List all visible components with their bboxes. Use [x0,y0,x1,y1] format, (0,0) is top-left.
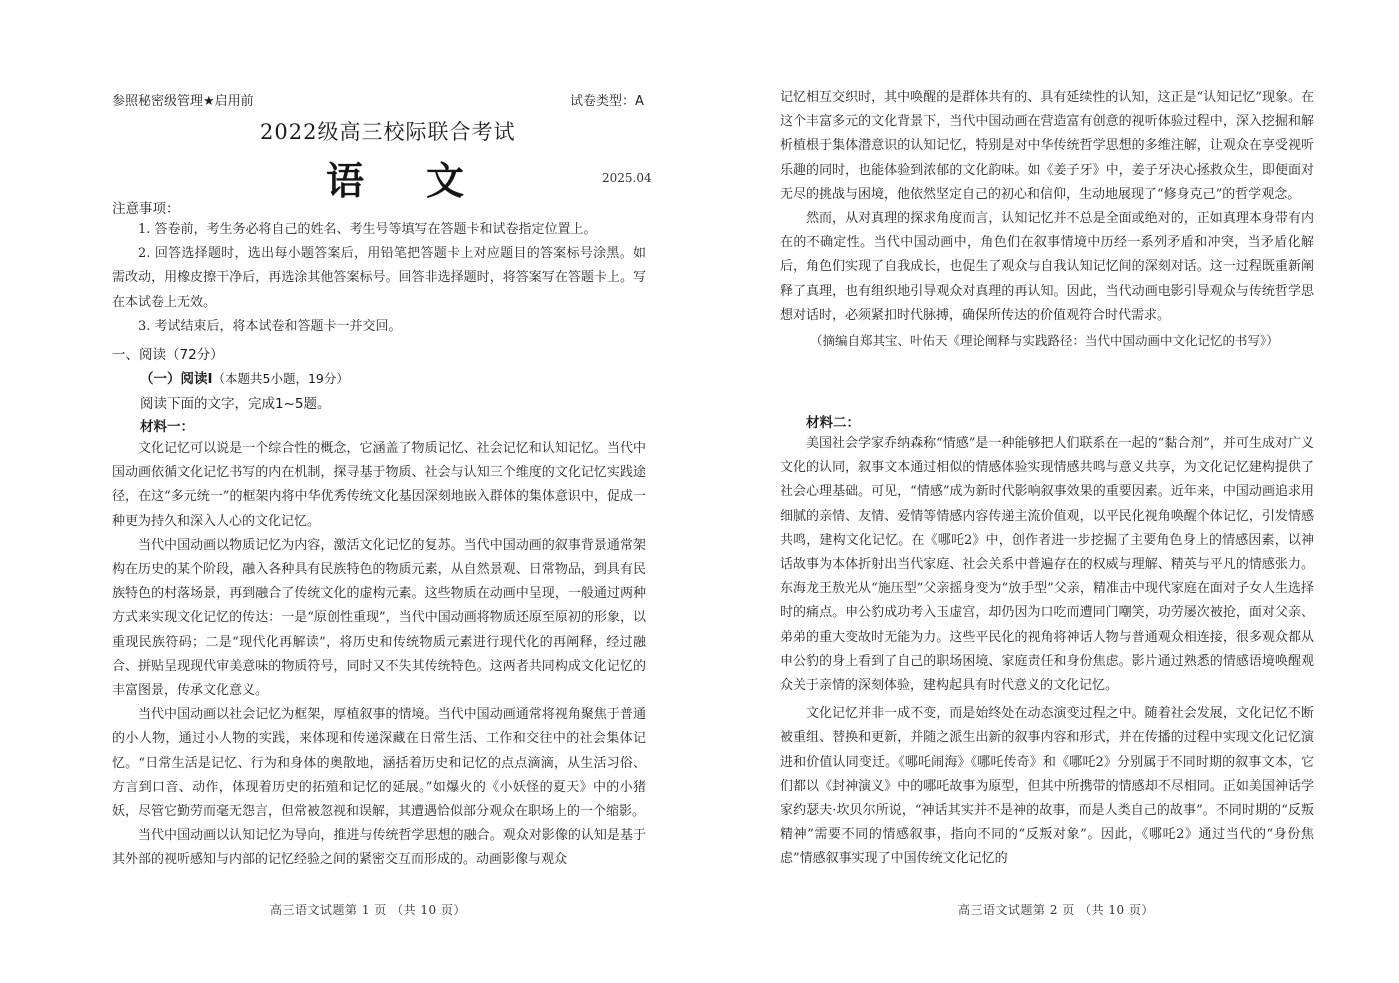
paragraph: 文化记忆可以说是一个综合性的概念，它涵盖了物质记忆、社会记忆和认知记忆。当代中国动画依循文化记忆书写的内在机制，探寻基于物质、社会与认知三个维度的文化记忆实践途径，在这“多元统一”的框架内将中华优秀传统文化基因深刻地嵌入群体的集体意识中，促成一种更为持久和深入人心的文化记忆。 [112,441,646,529]
instruction: 阅读下面的文字，完成1~5题。 [140,396,331,412]
subsection-title: （一）阅读Ⅰ [140,371,213,387]
notice-item: 2. 回答选择题时，选出每小题答案后，用铅笔把答题卡上对应题目的答案标号涂黑。如需改动，用橡皮擦干净后，再选涂其他答案标号。回答非选择题时，将答案写在答题卡上。写在本试卷上无效。 [112,246,646,310]
paragraph: 美国社会学家乔纳森称“情感”是一种能够把人们联系在一起的“黏合剂”，并可生成对广义文化的认同，叙事文本通过相似的情感体验实现情感共鸣与意义共享，为文化记忆建构提供了社会心理基础。可见，“情感”成为新时代影响叙事效果的重要因素。近年来，中国动画追求用细腻的亲情、友情、爱情等情感内容传递主流价值观，以平民化视角唤醒个体记忆，引发情感共鸣，建构文化记忆。在《哪吒2》中，创作者进一步挖掘了主要角色身上的情感因素，以神话故事为本体折射出当代家庭、社会关系中普遍存在的权威与理解、精英与平凡的情感张力。东海龙王敖光从“施压型”父亲摇身变为“放手型”父亲，精准击中现代家庭在面对子女人生选择时的痛点。申公豹成功考入玉虚宫，却仍因为口吃而遭同门嘲笑，功劳屡次被抢，面对父亲、弟弟的重大变故时无能为力。这些平民化的视角将神话人物与普通观众相连接，很多观众都从申公豹的身上看到了自己的职场困境、家庭责任和身份焦虑。影片通过熟悉的情感语境唤醒观众关于亲情的深刻体验，建构起具有时代意义的文化记忆。 [780,436,1314,694]
material-one-label: 材料一： [140,419,194,435]
paper-type: 试卷类型：A [570,94,644,109]
notice-item: 3. 考试结束后，将本试卷和答题卡一并交回。 [138,318,402,334]
right-page [700,0,1399,983]
subsection-heading [140,367,349,387]
material-one-continued [780,86,1314,353]
section-heading: 一、阅读（72分） [112,347,224,363]
security-label: 参照秘密级管理★启用前 [112,94,254,109]
notice-heading: 注意事项： [112,201,180,217]
material-one-text [112,437,646,873]
exam-date: 2025.04 [602,171,652,185]
paragraph: 当代中国动画以物质记忆为内容，激活文化记忆的复苏。当代中国动画的叙事背景通常架构在历史的某个阶段，融入各种具有民族特色的物质元素，从自然景观、日常物品，到具有民族特色的村落场景，再到融合了传统文化的虚构元素。这些物质在动画中呈现，一般通过两种方式来实现文化记忆的传达：一是“原创性重现”，当代中国动画将物质还原至原初的形象，以重现民族符码；二是“现代化再解读”，将历史和传统物质元素进行现代化的再阐释，经过融合、拼贴呈现现代审美意味的物质符号，同时又不失其传统特色。这两者共同构成文化记忆的丰富图景，传承文化意义。 [112,537,646,699]
paragraph: 当代中国动画以认知记忆为导向，推进与传统哲学思想的融合。观众对影像的认知是基于其外部的视听感知与内部的记忆经验之间的紧密交互而形成的。动画影像与观众 [112,828,646,868]
paragraph: 然而，从对真理的探求角度而言，认知记忆并不总是全面或绝对的，正如真理本身带有内在的不确定性。当代中国动画中，角色们在叙事情境中历经一系列矛盾和冲突，当矛盾化解后，角色们实现了自我成长，也促生了观众与自我认知记忆间的深刻对话。这一过程既重新阐释了真理，也有组织地引导观众对真理的再认知。因此，当代动画电影引导观众与传统哲学思想对话时，必须紧扣时代脉搏，确保所传达的价值观符合时代需求。 [780,211,1314,323]
exam-title: 2022级高三校际联合考试 [260,120,516,144]
paragraph: 文化记忆并非一成不变，而是始终处在动态演变过程之中。随着社会发展，文化记忆不断被重组、替换和更新，并随之派生出新的叙事内容和形式，并在传播的过程中实现文化记忆演进和价值认同变迁。《哪吒闹海》《哪吒传奇》和《哪吒2》分别属于不同时期的叙事文本，它们都以《封神演义》中的哪吒故事为原型，但其中所携带的情感却不尽相同。正如美国神话学家约瑟夫·坎贝尔所说，“神话其实并不是神的故事，而是人类自己的故事”。不同时期的“反叛精神”需要不同的情感叙事，指向不同的“反叛对象”。因此，《哪吒2》通过当代的“身份焦虑”情感叙事实现了中国传统文化记忆的 [780,706,1314,867]
subsection-note: （本题共5小题，19分） [212,371,349,386]
page-footer: 高三语文试题第 2 页 （共 10 页） [958,903,1154,917]
notice-list [112,218,646,339]
citation: （摘编自郑其宝、叶佑天《理论阐释与实践路径：当代中国动画中文化记忆的书写》） [810,333,1279,349]
subject-title: 语文 [326,158,527,203]
notice-item: 1. 答卷前，考生务必将自己的姓名、考生号等填写在答题卡和试卷指定位置上。 [138,222,597,237]
material-two-text [780,432,1314,872]
paragraph: 当代中国动画以社会记忆为框架，厚植叙事的情境。当代中国动画通常将视角聚焦于普通的小人物，通过小人物的实践，来体现和传递深藏在日常生活、工作和交往中的社会集体记忆。“日常生活是记忆、行为和身体的奥散地，涵括着历史和记忆的点点滴滴，从生活习俗、方言到口音、动作，体现着历史的拓殖和记忆的延展。”如爆火的《小妖怪的夏天》中的小猪妖，尽管它勤劳而毫无怨言，但常被忽视和误解，其遭遇恰似部分观众在职场上的一个缩影。 [112,707,646,820]
material-two-label: 材料二： [806,415,860,431]
page-footer: 高三语文试题第 1 页 （共 10 页） [270,903,466,917]
paragraph: 记忆相互交织时，其中唤醒的是群体共有的、具有延续性的认知，这正是“认知记忆”现象。在这个丰富多元的文化背景下，当代中国动画在营造富有创意的视听体验过程中，深入挖掘和解析植根于集体潜意识的认知记忆，特别是对中华传统哲学思想的多维注解，让观众在享受视听乐趣的同时，也能体验到浓郁的文化韵味。如《姜子牙》中，姜子牙决心拯救众生，即便面对无尽的挑战与困境，他依然坚定自己的初心和信仰，生动地展现了“修身克己”的哲学观念。 [780,90,1314,202]
